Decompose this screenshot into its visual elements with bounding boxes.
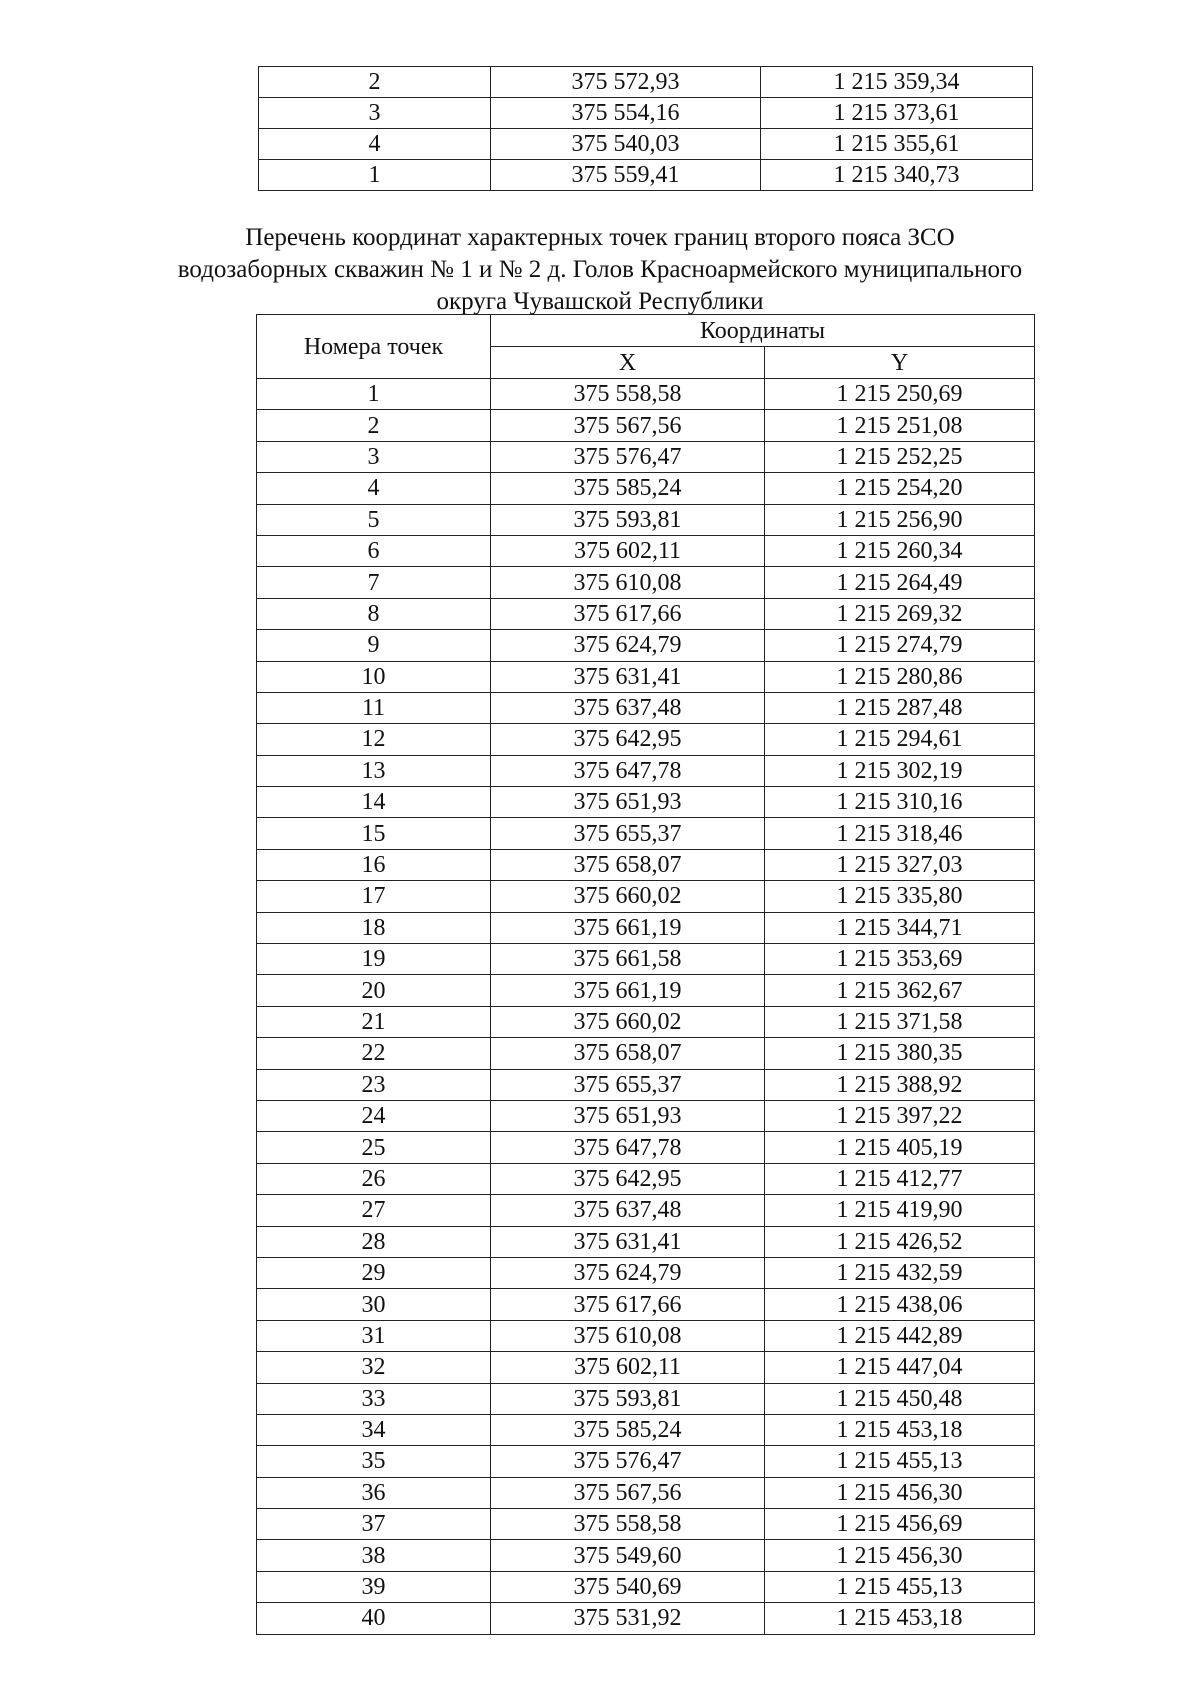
y-coordinate-cell: 1 215 455,13 bbox=[765, 1446, 1035, 1477]
point-number-cell: 25 bbox=[257, 1132, 491, 1163]
point-number-cell: 40 bbox=[257, 1603, 491, 1634]
point-number-cell: 5 bbox=[257, 504, 491, 535]
point-number-cell: 28 bbox=[257, 1226, 491, 1257]
y-coordinate-cell: 1 215 252,25 bbox=[765, 441, 1035, 472]
y-coordinate-cell: 1 215 287,48 bbox=[765, 692, 1035, 723]
continued-coordinates-table bbox=[258, 66, 1033, 191]
table-row bbox=[259, 129, 1033, 160]
y-coordinate-cell: 1 215 355,61 bbox=[761, 129, 1033, 160]
table-row bbox=[257, 1132, 1035, 1163]
table-row bbox=[257, 755, 1035, 786]
y-coordinate-cell: 1 215 412,77 bbox=[765, 1163, 1035, 1194]
y-coordinate-cell: 1 215 380,35 bbox=[765, 1038, 1035, 1069]
table-row bbox=[257, 849, 1035, 880]
y-coordinate-cell: 1 215 450,48 bbox=[765, 1383, 1035, 1414]
point-number-cell: 7 bbox=[257, 567, 491, 598]
continued-table-body bbox=[259, 67, 1033, 191]
table-row bbox=[257, 1226, 1035, 1257]
point-number-cell: 10 bbox=[257, 661, 491, 692]
y-coordinate-cell: 1 215 335,80 bbox=[765, 881, 1035, 912]
x-coordinate-cell: 375 647,78 bbox=[491, 755, 765, 786]
second-belt-coordinates-table bbox=[256, 314, 1035, 1635]
x-coordinate-cell: 375 624,79 bbox=[491, 630, 765, 661]
y-coordinate-cell: 1 215 353,69 bbox=[765, 944, 1035, 975]
x-coordinate-cell: 375 660,02 bbox=[491, 881, 765, 912]
y-coordinate-cell: 1 215 362,67 bbox=[765, 975, 1035, 1006]
point-number-cell: 9 bbox=[257, 630, 491, 661]
table-row bbox=[257, 1320, 1035, 1351]
y-coordinate-cell: 1 215 254,20 bbox=[765, 473, 1035, 504]
table-row bbox=[257, 818, 1035, 849]
y-coordinate-cell: 1 215 371,58 bbox=[765, 1006, 1035, 1037]
x-coordinate-cell: 375 661,58 bbox=[491, 944, 765, 975]
x-coordinate-cell: 375 558,58 bbox=[491, 1509, 765, 1540]
table-row bbox=[257, 1257, 1035, 1288]
x-coordinate-cell: 375 610,08 bbox=[491, 1320, 765, 1351]
y-coordinate-cell: 1 215 250,69 bbox=[765, 379, 1035, 410]
y-coordinate-cell: 1 215 302,19 bbox=[765, 755, 1035, 786]
table-row bbox=[257, 1446, 1035, 1477]
table-row bbox=[257, 1289, 1035, 1320]
point-number-cell: 13 bbox=[257, 755, 491, 786]
point-number-cell: 12 bbox=[257, 724, 491, 755]
point-number-cell: 2 bbox=[259, 67, 491, 98]
x-coordinate-cell: 375 549,60 bbox=[491, 1540, 765, 1571]
point-number-cell: 15 bbox=[257, 818, 491, 849]
table-row bbox=[257, 787, 1035, 818]
table-header bbox=[257, 315, 1035, 379]
point-number-cell: 33 bbox=[257, 1383, 491, 1414]
x-coordinate-cell: 375 658,07 bbox=[491, 849, 765, 880]
y-coordinate-cell: 1 215 397,22 bbox=[765, 1100, 1035, 1131]
table-row bbox=[259, 67, 1033, 98]
y-coordinate-cell: 1 215 388,92 bbox=[765, 1069, 1035, 1100]
x-coordinate-cell: 375 559,41 bbox=[491, 160, 761, 191]
point-number-cell: 4 bbox=[259, 129, 491, 160]
point-number-cell: 27 bbox=[257, 1195, 491, 1226]
point-number-cell: 29 bbox=[257, 1257, 491, 1288]
point-number-cell: 37 bbox=[257, 1509, 491, 1540]
x-coordinate-cell: 375 602,11 bbox=[491, 535, 765, 566]
table-row bbox=[257, 535, 1035, 566]
y-coordinate-cell: 1 215 455,13 bbox=[765, 1571, 1035, 1602]
table-row bbox=[257, 1414, 1035, 1445]
table-row bbox=[257, 1006, 1035, 1037]
point-number-cell: 6 bbox=[257, 535, 491, 566]
caption-line-1: Перечень координат характерных точек границ второго пояса ЗСО bbox=[245, 224, 955, 251]
caption-line-2: водозаборных скважин № 1 и № 2 д. Голов Красноармейского муниципального bbox=[177, 256, 1023, 283]
point-number-cell: 19 bbox=[257, 944, 491, 975]
table-row bbox=[257, 379, 1035, 410]
x-coordinate-cell: 375 576,47 bbox=[491, 1446, 765, 1477]
y-coordinate-cell: 1 215 438,06 bbox=[765, 1289, 1035, 1320]
header-point-numbers: Номера точек bbox=[257, 315, 491, 379]
y-coordinate-cell: 1 215 453,18 bbox=[765, 1603, 1035, 1634]
y-coordinate-cell: 1 215 453,18 bbox=[765, 1414, 1035, 1445]
y-coordinate-cell: 1 215 442,89 bbox=[765, 1320, 1035, 1351]
x-coordinate-cell: 375 660,02 bbox=[491, 1006, 765, 1037]
point-number-cell: 3 bbox=[257, 441, 491, 472]
table-row bbox=[257, 598, 1035, 629]
x-coordinate-cell: 375 585,24 bbox=[491, 473, 765, 504]
x-coordinate-cell: 375 558,58 bbox=[491, 379, 765, 410]
table-row bbox=[257, 567, 1035, 598]
caption-line-3: округа Чувашской Республики bbox=[436, 288, 764, 315]
table-row bbox=[257, 944, 1035, 975]
point-number-cell: 21 bbox=[257, 1006, 491, 1037]
point-number-cell: 1 bbox=[259, 160, 491, 191]
table-row bbox=[257, 1352, 1035, 1383]
point-number-cell: 17 bbox=[257, 881, 491, 912]
x-coordinate-cell: 375 637,48 bbox=[491, 1195, 765, 1226]
y-coordinate-cell: 1 215 264,49 bbox=[765, 567, 1035, 598]
y-coordinate-cell: 1 215 260,34 bbox=[765, 535, 1035, 566]
point-number-cell: 36 bbox=[257, 1477, 491, 1508]
x-coordinate-cell: 375 661,19 bbox=[491, 975, 765, 1006]
table-row bbox=[257, 1069, 1035, 1100]
x-coordinate-cell: 375 651,93 bbox=[491, 787, 765, 818]
point-number-cell: 20 bbox=[257, 975, 491, 1006]
y-coordinate-cell: 1 215 456,30 bbox=[765, 1540, 1035, 1571]
point-number-cell: 8 bbox=[257, 598, 491, 629]
y-coordinate-cell: 1 215 269,32 bbox=[765, 598, 1035, 629]
table-row bbox=[257, 441, 1035, 472]
x-coordinate-cell: 375 642,95 bbox=[491, 724, 765, 755]
point-number-cell: 18 bbox=[257, 912, 491, 943]
point-number-cell: 26 bbox=[257, 1163, 491, 1194]
table-body bbox=[257, 379, 1035, 1635]
table-row bbox=[259, 160, 1033, 191]
table-row bbox=[259, 98, 1033, 129]
point-number-cell: 2 bbox=[257, 410, 491, 441]
point-number-cell: 34 bbox=[257, 1414, 491, 1445]
point-number-cell: 39 bbox=[257, 1571, 491, 1602]
table-row bbox=[257, 1603, 1035, 1634]
y-coordinate-cell: 1 215 256,90 bbox=[765, 504, 1035, 535]
table-row bbox=[257, 630, 1035, 661]
y-coordinate-cell: 1 215 280,86 bbox=[765, 661, 1035, 692]
table-row bbox=[257, 912, 1035, 943]
table-row bbox=[257, 1540, 1035, 1571]
point-number-cell: 24 bbox=[257, 1100, 491, 1131]
x-coordinate-cell: 375 593,81 bbox=[491, 1383, 765, 1414]
header-coordinates: Координаты bbox=[491, 315, 1035, 347]
point-number-cell: 14 bbox=[257, 787, 491, 818]
point-number-cell: 3 bbox=[259, 98, 491, 129]
table-row bbox=[257, 1383, 1035, 1414]
point-number-cell: 11 bbox=[257, 692, 491, 723]
point-number-cell: 31 bbox=[257, 1320, 491, 1351]
y-coordinate-cell: 1 215 419,90 bbox=[765, 1195, 1035, 1226]
x-coordinate-cell: 375 567,56 bbox=[491, 410, 765, 441]
table-row bbox=[257, 1571, 1035, 1602]
x-coordinate-cell: 375 637,48 bbox=[491, 692, 765, 723]
y-coordinate-cell: 1 215 251,08 bbox=[765, 410, 1035, 441]
x-coordinate-cell: 375 567,56 bbox=[491, 1477, 765, 1508]
point-number-cell: 32 bbox=[257, 1352, 491, 1383]
header-x: X bbox=[491, 347, 765, 379]
table-caption bbox=[150, 222, 1050, 318]
x-coordinate-cell: 375 576,47 bbox=[491, 441, 765, 472]
table-row bbox=[257, 692, 1035, 723]
x-coordinate-cell: 375 540,69 bbox=[491, 1571, 765, 1602]
header-y: Y bbox=[765, 347, 1035, 379]
x-coordinate-cell: 375 647,78 bbox=[491, 1132, 765, 1163]
x-coordinate-cell: 375 572,93 bbox=[491, 67, 761, 98]
x-coordinate-cell: 375 540,03 bbox=[491, 129, 761, 160]
x-coordinate-cell: 375 658,07 bbox=[491, 1038, 765, 1069]
x-coordinate-cell: 375 651,93 bbox=[491, 1100, 765, 1131]
point-number-cell: 30 bbox=[257, 1289, 491, 1320]
x-coordinate-cell: 375 602,11 bbox=[491, 1352, 765, 1383]
x-coordinate-cell: 375 593,81 bbox=[491, 504, 765, 535]
table-row bbox=[257, 661, 1035, 692]
x-coordinate-cell: 375 631,41 bbox=[491, 661, 765, 692]
y-coordinate-cell: 1 215 373,61 bbox=[761, 98, 1033, 129]
y-coordinate-cell: 1 215 294,61 bbox=[765, 724, 1035, 755]
table-row bbox=[257, 724, 1035, 755]
x-coordinate-cell: 375 554,16 bbox=[491, 98, 761, 129]
point-number-cell: 35 bbox=[257, 1446, 491, 1477]
x-coordinate-cell: 375 531,92 bbox=[491, 1603, 765, 1634]
point-number-cell: 4 bbox=[257, 473, 491, 504]
y-coordinate-cell: 1 215 432,59 bbox=[765, 1257, 1035, 1288]
x-coordinate-cell: 375 624,79 bbox=[491, 1257, 765, 1288]
x-coordinate-cell: 375 642,95 bbox=[491, 1163, 765, 1194]
table-row bbox=[257, 1509, 1035, 1540]
y-coordinate-cell: 1 215 426,52 bbox=[765, 1226, 1035, 1257]
y-coordinate-cell: 1 215 456,69 bbox=[765, 1509, 1035, 1540]
table-row bbox=[257, 1477, 1035, 1508]
x-coordinate-cell: 375 655,37 bbox=[491, 818, 765, 849]
y-coordinate-cell: 1 215 456,30 bbox=[765, 1477, 1035, 1508]
point-number-cell: 16 bbox=[257, 849, 491, 880]
point-number-cell: 23 bbox=[257, 1069, 491, 1100]
table-row bbox=[257, 1100, 1035, 1131]
y-coordinate-cell: 1 215 340,73 bbox=[761, 160, 1033, 191]
table-row bbox=[257, 504, 1035, 535]
table-row bbox=[257, 473, 1035, 504]
table-row bbox=[257, 881, 1035, 912]
x-coordinate-cell: 375 631,41 bbox=[491, 1226, 765, 1257]
table-row bbox=[257, 410, 1035, 441]
x-coordinate-cell: 375 610,08 bbox=[491, 567, 765, 598]
table-row bbox=[257, 1195, 1035, 1226]
y-coordinate-cell: 1 215 310,16 bbox=[765, 787, 1035, 818]
x-coordinate-cell: 375 655,37 bbox=[491, 1069, 765, 1100]
y-coordinate-cell: 1 215 359,34 bbox=[761, 67, 1033, 98]
table-row bbox=[257, 1163, 1035, 1194]
x-coordinate-cell: 375 617,66 bbox=[491, 598, 765, 629]
point-number-cell: 22 bbox=[257, 1038, 491, 1069]
y-coordinate-cell: 1 215 274,79 bbox=[765, 630, 1035, 661]
y-coordinate-cell: 1 215 318,46 bbox=[765, 818, 1035, 849]
x-coordinate-cell: 375 617,66 bbox=[491, 1289, 765, 1320]
y-coordinate-cell: 1 215 327,03 bbox=[765, 849, 1035, 880]
point-number-cell: 38 bbox=[257, 1540, 491, 1571]
table-row bbox=[257, 975, 1035, 1006]
table-row bbox=[257, 1038, 1035, 1069]
y-coordinate-cell: 1 215 405,19 bbox=[765, 1132, 1035, 1163]
x-coordinate-cell: 375 585,24 bbox=[491, 1414, 765, 1445]
point-number-cell: 1 bbox=[257, 379, 491, 410]
y-coordinate-cell: 1 215 447,04 bbox=[765, 1352, 1035, 1383]
x-coordinate-cell: 375 661,19 bbox=[491, 912, 765, 943]
y-coordinate-cell: 1 215 344,71 bbox=[765, 912, 1035, 943]
